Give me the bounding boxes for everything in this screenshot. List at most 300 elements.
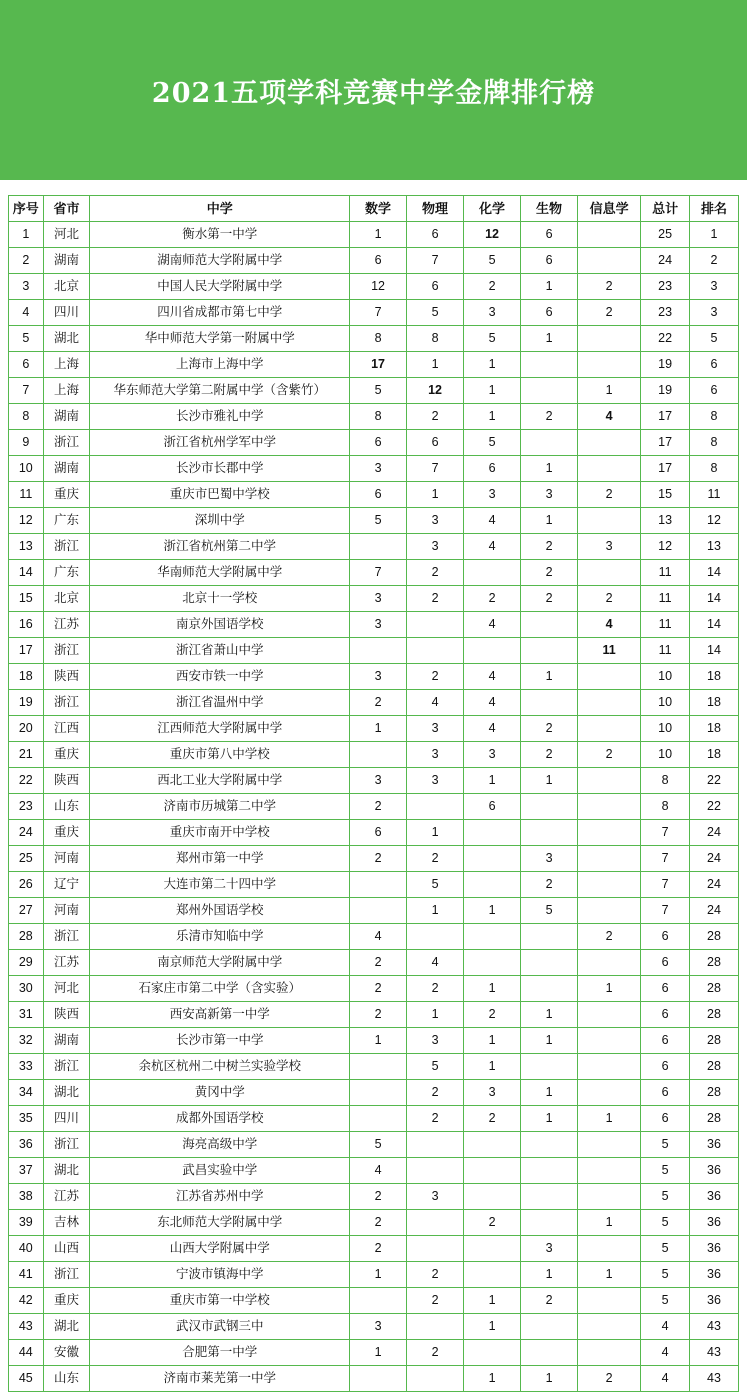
cell-biology [521, 1314, 578, 1340]
cell-school: 长沙市雅礼中学 [90, 404, 350, 430]
cell-physics: 1 [407, 1002, 464, 1028]
cell-rank: 43 [690, 1340, 739, 1366]
cell-physics: 3 [407, 768, 464, 794]
table-body [9, 222, 739, 1392]
cell-rank: 2 [690, 248, 739, 274]
cell-total: 4 [641, 1314, 690, 1340]
cell-rank: 14 [690, 612, 739, 638]
cell-informatics [578, 508, 641, 534]
table-row [9, 1132, 739, 1158]
cell-rank: 13 [690, 534, 739, 560]
table-row [9, 898, 739, 924]
cell-informatics [578, 820, 641, 846]
cell-index: 41 [9, 1262, 44, 1288]
cell-total: 10 [641, 716, 690, 742]
cell-total: 11 [641, 638, 690, 664]
cell-math: 1 [350, 1262, 407, 1288]
cell-province: 重庆 [43, 1288, 90, 1314]
cell-informatics [578, 456, 641, 482]
cell-math [350, 1054, 407, 1080]
cell-rank: 36 [690, 1262, 739, 1288]
cell-total: 22 [641, 326, 690, 352]
cell-informatics [578, 1236, 641, 1262]
cell-province: 四川 [43, 1106, 90, 1132]
cell-rank: 8 [690, 430, 739, 456]
cell-province: 湖南 [43, 248, 90, 274]
cell-school: 深圳中学 [90, 508, 350, 534]
cell-physics: 2 [407, 586, 464, 612]
cell-school: 华中师范大学第一附属中学 [90, 326, 350, 352]
cell-province: 山东 [43, 1366, 90, 1392]
cell-physics: 1 [407, 820, 464, 846]
cell-rank: 28 [690, 950, 739, 976]
cell-biology: 2 [521, 534, 578, 560]
cell-biology [521, 1184, 578, 1210]
cell-physics: 3 [407, 716, 464, 742]
column-header-total: 总计 [641, 196, 690, 222]
cell-index: 9 [9, 430, 44, 456]
cell-physics: 2 [407, 560, 464, 586]
cell-physics: 4 [407, 950, 464, 976]
cell-physics: 12 [407, 378, 464, 404]
cell-school: 中国人民大学附属中学 [90, 274, 350, 300]
cell-index: 24 [9, 820, 44, 846]
ranking-table-wrapper [0, 180, 747, 1392]
cell-biology [521, 378, 578, 404]
cell-math: 2 [350, 950, 407, 976]
cell-chemistry: 3 [464, 482, 521, 508]
cell-chemistry [464, 638, 521, 664]
cell-rank: 8 [690, 404, 739, 430]
cell-math: 2 [350, 794, 407, 820]
cell-math: 6 [350, 820, 407, 846]
cell-province: 浙江 [43, 638, 90, 664]
column-header-index: 序号 [9, 196, 44, 222]
cell-index: 37 [9, 1158, 44, 1184]
cell-index: 7 [9, 378, 44, 404]
page-banner [0, 0, 747, 180]
cell-index: 1 [9, 222, 44, 248]
cell-province: 北京 [43, 586, 90, 612]
cell-total: 10 [641, 690, 690, 716]
cell-rank: 28 [690, 924, 739, 950]
column-header-province: 省市 [43, 196, 90, 222]
cell-index: 29 [9, 950, 44, 976]
table-row [9, 690, 739, 716]
table-row [9, 1340, 739, 1366]
cell-biology: 1 [521, 274, 578, 300]
cell-physics: 3 [407, 1184, 464, 1210]
table-row [9, 1184, 739, 1210]
table-row [9, 1366, 739, 1392]
column-header-rank: 排名 [690, 196, 739, 222]
cell-informatics [578, 872, 641, 898]
cell-biology: 3 [521, 846, 578, 872]
cell-physics: 6 [407, 274, 464, 300]
cell-biology [521, 352, 578, 378]
cell-physics: 3 [407, 534, 464, 560]
cell-total: 6 [641, 924, 690, 950]
cell-rank: 24 [690, 846, 739, 872]
cell-physics [407, 1158, 464, 1184]
cell-index: 38 [9, 1184, 44, 1210]
cell-school: 海亮高级中学 [90, 1132, 350, 1158]
cell-biology [521, 924, 578, 950]
cell-physics: 1 [407, 482, 464, 508]
cell-index: 12 [9, 508, 44, 534]
cell-physics: 2 [407, 846, 464, 872]
cell-school: 衡水第一中学 [90, 222, 350, 248]
cell-school: 济南市历城第二中学 [90, 794, 350, 820]
cell-physics [407, 1314, 464, 1340]
cell-rank: 36 [690, 1184, 739, 1210]
cell-chemistry: 3 [464, 1080, 521, 1106]
cell-province: 浙江 [43, 924, 90, 950]
cell-rank: 24 [690, 872, 739, 898]
cell-informatics [578, 1340, 641, 1366]
cell-math: 3 [350, 1314, 407, 1340]
cell-province: 四川 [43, 300, 90, 326]
cell-math: 3 [350, 612, 407, 638]
cell-physics [407, 924, 464, 950]
cell-informatics: 1 [578, 378, 641, 404]
cell-index: 22 [9, 768, 44, 794]
table-row [9, 534, 739, 560]
cell-index: 11 [9, 482, 44, 508]
table-row [9, 976, 739, 1002]
cell-total: 25 [641, 222, 690, 248]
cell-school: 西北工业大学附属中学 [90, 768, 350, 794]
cell-math [350, 1106, 407, 1132]
table-row [9, 872, 739, 898]
cell-biology: 3 [521, 482, 578, 508]
cell-math: 7 [350, 300, 407, 326]
cell-rank: 36 [690, 1288, 739, 1314]
cell-school: 黄冈中学 [90, 1080, 350, 1106]
cell-rank: 3 [690, 274, 739, 300]
cell-province: 陕西 [43, 664, 90, 690]
column-header-chemistry: 化学 [464, 196, 521, 222]
cell-school: 浙江省杭州第二中学 [90, 534, 350, 560]
cell-chemistry: 5 [464, 248, 521, 274]
cell-informatics [578, 248, 641, 274]
table-header-row [9, 196, 739, 222]
table-row [9, 222, 739, 248]
cell-rank: 36 [690, 1132, 739, 1158]
cell-biology: 1 [521, 1366, 578, 1392]
cell-chemistry [464, 560, 521, 586]
cell-physics: 2 [407, 1080, 464, 1106]
cell-rank: 6 [690, 378, 739, 404]
cell-biology [521, 1340, 578, 1366]
cell-math: 2 [350, 1236, 407, 1262]
column-header-physics: 物理 [407, 196, 464, 222]
cell-province: 浙江 [43, 1262, 90, 1288]
cell-total: 23 [641, 274, 690, 300]
cell-math: 1 [350, 716, 407, 742]
cell-school: 济南市莱芜第一中学 [90, 1366, 350, 1392]
cell-physics: 8 [407, 326, 464, 352]
cell-physics: 5 [407, 1054, 464, 1080]
cell-total: 5 [641, 1288, 690, 1314]
cell-total: 6 [641, 976, 690, 1002]
cell-math [350, 742, 407, 768]
cell-informatics: 2 [578, 274, 641, 300]
cell-chemistry: 6 [464, 456, 521, 482]
cell-biology: 2 [521, 560, 578, 586]
cell-index: 43 [9, 1314, 44, 1340]
cell-informatics [578, 1080, 641, 1106]
cell-total: 17 [641, 404, 690, 430]
cell-school: 郑州市第一中学 [90, 846, 350, 872]
cell-index: 17 [9, 638, 44, 664]
cell-school: 合肥第一中学 [90, 1340, 350, 1366]
cell-index: 36 [9, 1132, 44, 1158]
cell-index: 23 [9, 794, 44, 820]
cell-chemistry [464, 1236, 521, 1262]
cell-province: 安徽 [43, 1340, 90, 1366]
cell-province: 湖南 [43, 404, 90, 430]
table-row [9, 794, 739, 820]
cell-informatics [578, 898, 641, 924]
cell-school: 江苏省苏州中学 [90, 1184, 350, 1210]
cell-total: 5 [641, 1210, 690, 1236]
cell-province: 湖北 [43, 326, 90, 352]
cell-total: 15 [641, 482, 690, 508]
cell-informatics: 1 [578, 1262, 641, 1288]
cell-biology: 2 [521, 716, 578, 742]
cell-physics: 7 [407, 248, 464, 274]
cell-physics: 4 [407, 690, 464, 716]
cell-biology: 6 [521, 248, 578, 274]
table-row [9, 742, 739, 768]
column-header-math: 数学 [350, 196, 407, 222]
cell-biology: 2 [521, 872, 578, 898]
cell-math: 1 [350, 1028, 407, 1054]
cell-math: 5 [350, 378, 407, 404]
cell-school: 重庆市巴蜀中学校 [90, 482, 350, 508]
cell-province: 江西 [43, 716, 90, 742]
cell-rank: 28 [690, 1054, 739, 1080]
cell-math: 6 [350, 248, 407, 274]
cell-physics: 3 [407, 1028, 464, 1054]
cell-province: 湖南 [43, 456, 90, 482]
cell-index: 30 [9, 976, 44, 1002]
cell-math: 2 [350, 976, 407, 1002]
cell-index: 25 [9, 846, 44, 872]
cell-index: 4 [9, 300, 44, 326]
table-row [9, 430, 739, 456]
cell-index: 28 [9, 924, 44, 950]
cell-province: 重庆 [43, 742, 90, 768]
cell-informatics [578, 430, 641, 456]
cell-chemistry: 2 [464, 1002, 521, 1028]
cell-school: 华南师范大学附属中学 [90, 560, 350, 586]
cell-province: 重庆 [43, 482, 90, 508]
cell-total: 6 [641, 950, 690, 976]
cell-biology: 1 [521, 768, 578, 794]
cell-physics: 2 [407, 1106, 464, 1132]
cell-province: 河北 [43, 222, 90, 248]
cell-school: 余杭区杭州二中树兰实验学校 [90, 1054, 350, 1080]
cell-total: 6 [641, 1054, 690, 1080]
cell-chemistry: 4 [464, 508, 521, 534]
cell-informatics [578, 794, 641, 820]
table-row [9, 1106, 739, 1132]
cell-province: 江苏 [43, 950, 90, 976]
cell-biology: 1 [521, 1002, 578, 1028]
cell-math: 7 [350, 560, 407, 586]
cell-province: 陕西 [43, 768, 90, 794]
cell-total: 5 [641, 1236, 690, 1262]
cell-chemistry: 1 [464, 976, 521, 1002]
table-row [9, 846, 739, 872]
cell-province: 浙江 [43, 690, 90, 716]
cell-school: 山西大学附属中学 [90, 1236, 350, 1262]
cell-biology [521, 638, 578, 664]
cell-index: 20 [9, 716, 44, 742]
cell-rank: 18 [690, 716, 739, 742]
cell-school: 重庆市第八中学校 [90, 742, 350, 768]
cell-school: 上海市上海中学 [90, 352, 350, 378]
cell-province: 江苏 [43, 612, 90, 638]
cell-physics [407, 1132, 464, 1158]
cell-chemistry: 1 [464, 1054, 521, 1080]
cell-school: 南京外国语学校 [90, 612, 350, 638]
cell-informatics [578, 1132, 641, 1158]
cell-province: 广东 [43, 508, 90, 534]
cell-rank: 28 [690, 1080, 739, 1106]
cell-chemistry: 4 [464, 534, 521, 560]
cell-chemistry [464, 1184, 521, 1210]
cell-school: 重庆市南开中学校 [90, 820, 350, 846]
cell-rank: 28 [690, 1028, 739, 1054]
cell-math: 5 [350, 508, 407, 534]
cell-biology [521, 1210, 578, 1236]
cell-informatics [578, 664, 641, 690]
cell-index: 26 [9, 872, 44, 898]
cell-total: 17 [641, 430, 690, 456]
table-row [9, 950, 739, 976]
cell-informatics: 1 [578, 976, 641, 1002]
cell-chemistry: 2 [464, 1106, 521, 1132]
cell-physics: 2 [407, 1288, 464, 1314]
cell-physics: 2 [407, 976, 464, 1002]
cell-province: 河北 [43, 976, 90, 1002]
table-row [9, 248, 739, 274]
table-row [9, 456, 739, 482]
cell-total: 7 [641, 846, 690, 872]
cell-math: 3 [350, 456, 407, 482]
cell-rank: 1 [690, 222, 739, 248]
cell-physics: 2 [407, 1262, 464, 1288]
cell-biology [521, 1158, 578, 1184]
cell-province: 湖北 [43, 1080, 90, 1106]
cell-chemistry [464, 924, 521, 950]
cell-informatics [578, 1314, 641, 1340]
cell-index: 10 [9, 456, 44, 482]
table-row [9, 716, 739, 742]
cell-rank: 24 [690, 820, 739, 846]
cell-physics: 5 [407, 872, 464, 898]
cell-biology [521, 950, 578, 976]
cell-rank: 22 [690, 794, 739, 820]
cell-physics [407, 1236, 464, 1262]
table-row [9, 1080, 739, 1106]
cell-chemistry: 1 [464, 1314, 521, 1340]
cell-math [350, 638, 407, 664]
cell-index: 44 [9, 1340, 44, 1366]
cell-total: 6 [641, 1106, 690, 1132]
cell-physics: 2 [407, 1340, 464, 1366]
cell-math: 2 [350, 1210, 407, 1236]
cell-physics [407, 1210, 464, 1236]
cell-informatics: 11 [578, 638, 641, 664]
cell-index: 14 [9, 560, 44, 586]
cell-province: 浙江 [43, 534, 90, 560]
cell-school: 华东师范大学第二附属中学（含紫竹） [90, 378, 350, 404]
cell-rank: 28 [690, 1002, 739, 1028]
cell-rank: 8 [690, 456, 739, 482]
cell-math: 2 [350, 1184, 407, 1210]
cell-index: 19 [9, 690, 44, 716]
cell-index: 39 [9, 1210, 44, 1236]
table-row [9, 1028, 739, 1054]
cell-province: 河南 [43, 898, 90, 924]
cell-school: 长沙市第一中学 [90, 1028, 350, 1054]
table-row [9, 768, 739, 794]
cell-math: 4 [350, 924, 407, 950]
cell-index: 8 [9, 404, 44, 430]
cell-chemistry: 2 [464, 1210, 521, 1236]
cell-math [350, 1288, 407, 1314]
cell-physics: 3 [407, 508, 464, 534]
cell-physics: 1 [407, 352, 464, 378]
cell-biology: 1 [521, 1106, 578, 1132]
cell-biology [521, 794, 578, 820]
cell-index: 3 [9, 274, 44, 300]
cell-biology [521, 976, 578, 1002]
cell-index: 45 [9, 1366, 44, 1392]
cell-informatics: 2 [578, 924, 641, 950]
cell-math: 2 [350, 1002, 407, 1028]
table-row [9, 378, 739, 404]
cell-total: 5 [641, 1184, 690, 1210]
cell-index: 6 [9, 352, 44, 378]
cell-informatics [578, 768, 641, 794]
cell-informatics [578, 1158, 641, 1184]
cell-math: 4 [350, 1158, 407, 1184]
cell-math [350, 534, 407, 560]
cell-total: 12 [641, 534, 690, 560]
cell-informatics [578, 352, 641, 378]
cell-school: 江西师范大学附属中学 [90, 716, 350, 742]
cell-physics: 7 [407, 456, 464, 482]
cell-chemistry: 4 [464, 690, 521, 716]
cell-rank: 11 [690, 482, 739, 508]
cell-province: 湖北 [43, 1158, 90, 1184]
cell-informatics: 1 [578, 1106, 641, 1132]
cell-index: 33 [9, 1054, 44, 1080]
table-row [9, 1288, 739, 1314]
cell-chemistry: 1 [464, 378, 521, 404]
cell-total: 10 [641, 742, 690, 768]
cell-school: 东北师范大学附属中学 [90, 1210, 350, 1236]
cell-informatics [578, 1288, 641, 1314]
cell-rank: 5 [690, 326, 739, 352]
cell-province: 湖北 [43, 1314, 90, 1340]
column-header-school: 中学 [90, 196, 350, 222]
